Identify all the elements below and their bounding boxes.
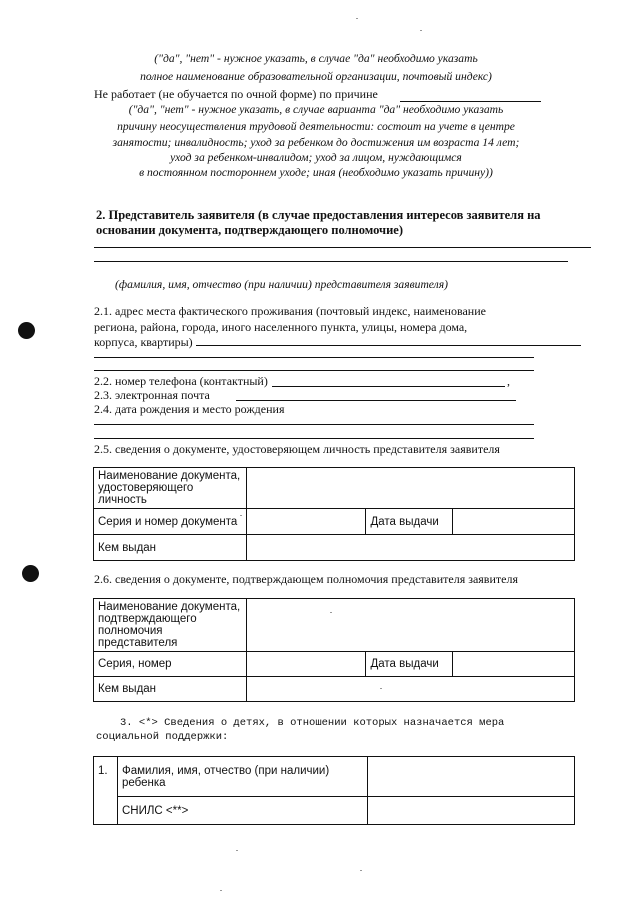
email-field[interactable] xyxy=(236,400,516,401)
not-working-reason-field[interactable] xyxy=(400,101,541,102)
auth-doc-issued-by-cell[interactable] xyxy=(246,677,574,702)
scan-speck xyxy=(356,18,358,19)
child-snils-label: СНИЛС <**> xyxy=(117,797,367,825)
section2-heading-line2: основании документа, подтверждающего полномочие) xyxy=(96,223,404,237)
auth-doc-name-label: Наименование документа, подтверждающего полномочия представителя xyxy=(94,599,247,652)
note-reason-line1: ("да", "нет" - нужное указать, в случае варианта "да" необходимо указать xyxy=(128,103,504,116)
address-label-line1: 2.1. адрес места фактического проживания (почтовый индекс, наименование xyxy=(94,304,486,318)
scan-speck xyxy=(330,612,332,613)
id-doc-issue-date-cell[interactable] xyxy=(453,509,575,535)
id-doc-series-label: Серия и номер документа xyxy=(94,509,247,535)
address-field[interactable] xyxy=(196,345,581,346)
scan-speck xyxy=(220,890,222,891)
id-doc-table xyxy=(93,467,575,561)
address-field-3[interactable] xyxy=(94,370,534,371)
auth-doc-series-label: Серия, номер xyxy=(94,652,247,677)
id-doc-title: 2.5. сведения о документе, удостоверяющем личность представителя заявителя xyxy=(94,442,500,456)
address-label-line3: корпуса, квартиры) xyxy=(94,335,193,349)
note-reason-line3: занятости; инвалидность; уход за ребенком до достижения им возраста 14 лет; xyxy=(112,136,520,149)
representative-fio-field[interactable] xyxy=(94,247,591,248)
id-doc-name-label: Наименование документа, удостоверяющего личность xyxy=(94,468,247,509)
auth-doc-table xyxy=(93,598,575,702)
auth-doc-name-cell[interactable] xyxy=(246,599,574,652)
representative-fio-field-2[interactable] xyxy=(94,261,568,262)
birth-field-2[interactable] xyxy=(94,438,534,439)
id-doc-issued-by-label: Кем выдан xyxy=(94,535,247,561)
auth-doc-issue-date-label: Дата выдачи xyxy=(366,652,453,677)
scan-speck xyxy=(380,688,382,689)
birth-label: 2.4. дата рождения и место рождения xyxy=(94,402,285,416)
scan-speck xyxy=(420,30,422,31)
auth-doc-issued-by-label: Кем выдан xyxy=(94,677,247,702)
phone-label: 2.2. номер телефона (контактный) xyxy=(94,374,268,388)
phone-field[interactable] xyxy=(272,386,505,387)
children-table xyxy=(93,756,575,825)
scan-speck xyxy=(360,870,362,871)
note-reason-line4: уход за ребенком-инвалидом; уход за лицом, нуждающимся xyxy=(170,151,462,164)
phone-comma: , xyxy=(507,374,510,388)
note-yes-no-education-line2: полное наименование образовательной организации, почтовый индекс) xyxy=(140,70,492,83)
auth-doc-title: 2.6. сведения о документе, подтверждающем полномочия представителя заявителя xyxy=(94,572,518,586)
id-doc-name-cell[interactable] xyxy=(246,468,574,509)
binder-hole xyxy=(18,322,35,339)
note-yes-no-education-line1: ("да", "нет" - нужное указать, в случае "да" необходимо указать xyxy=(154,52,478,65)
note-reason-line2: причину неосуществления трудовой деятельности: состоит на учете в центре xyxy=(117,120,515,133)
address-label-line2: региона, района, города, иного населенного пункта, улицы, номера дома, xyxy=(94,320,468,334)
scan-speck xyxy=(236,850,238,851)
child-fio-cell[interactable] xyxy=(367,757,575,797)
id-doc-series-cell[interactable] xyxy=(246,509,366,535)
binder-hole xyxy=(22,565,39,582)
auth-doc-issue-date-cell[interactable] xyxy=(453,652,575,677)
child-fio-label: Фамилия, имя, отчество (при наличии) ребенка xyxy=(117,757,367,797)
fio-caption: (фамилия, имя, отчество (при наличии) представителя заявителя) xyxy=(115,278,448,291)
not-working-label: Не работает (не обучается по очной форме) по причине xyxy=(94,87,378,101)
id-doc-issued-by-cell[interactable] xyxy=(246,535,574,561)
section3-heading-line2: социальной поддержки: xyxy=(96,731,229,743)
address-field-2[interactable] xyxy=(94,357,534,358)
id-doc-issue-date-label: Дата выдачи xyxy=(366,509,453,535)
child-snils-cell[interactable] xyxy=(367,797,575,825)
note-reason-line5: в постоянном постороннем уходе; иная (необходимо указать причину)) xyxy=(139,166,493,179)
child-row-number: 1. xyxy=(94,757,118,825)
section2-heading-line1: 2. Представитель заявителя (в случае предоставления интересов заявителя на xyxy=(96,208,541,222)
auth-doc-series-cell[interactable] xyxy=(246,652,366,677)
birth-field[interactable] xyxy=(94,424,534,425)
email-label: 2.3. электронная почта xyxy=(94,388,210,402)
scan-speck xyxy=(240,515,242,516)
section3-heading-line1: 3. <*> Сведения о детях, в отношении которых назначается мера xyxy=(120,717,505,729)
